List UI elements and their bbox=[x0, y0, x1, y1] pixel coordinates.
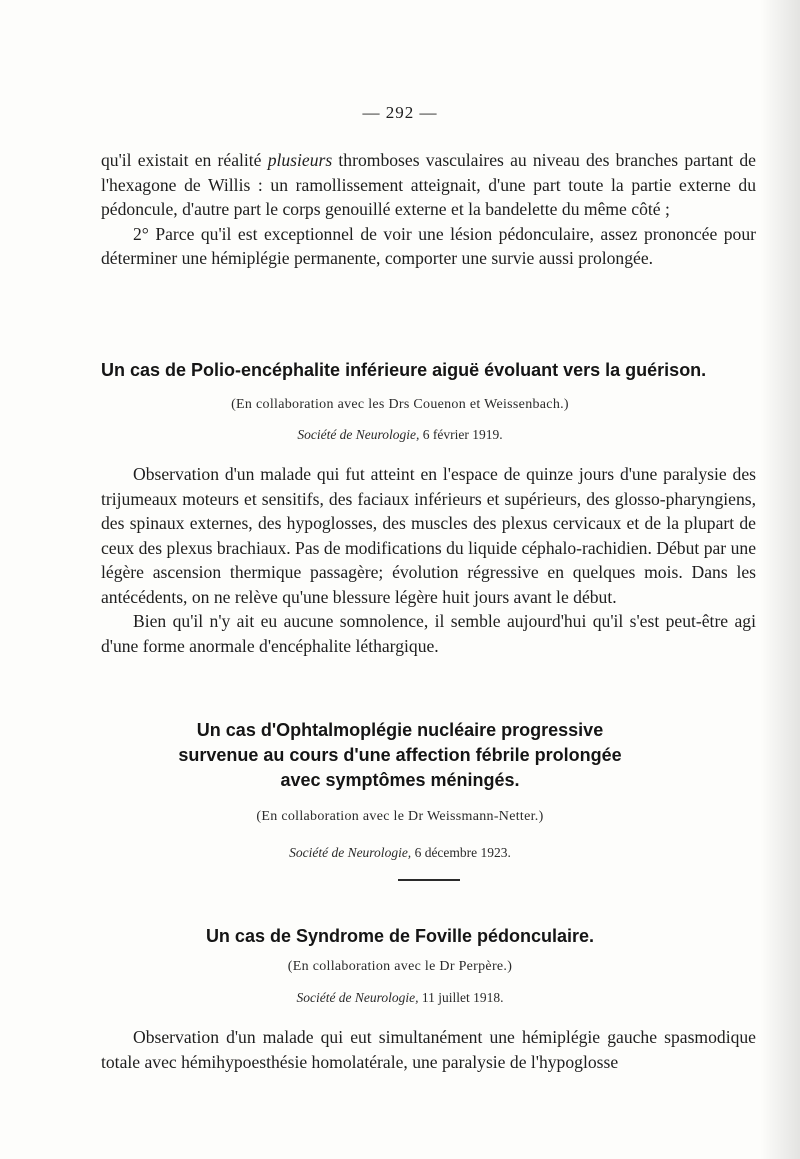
section-1-society-date: 6 février 1919. bbox=[419, 427, 503, 442]
intro-block bbox=[101, 148, 756, 271]
section-3-body bbox=[101, 1025, 756, 1074]
section-1-collaboration: (En collaboration avec les Drs Couenon et Weissenbach.) bbox=[231, 397, 569, 412]
intro-paragraph bbox=[101, 148, 756, 222]
section-2-society-name: Société de Neurologie, bbox=[289, 845, 412, 860]
section-2-society-date: 6 décembre 1923. bbox=[411, 845, 511, 860]
section-2-collaboration: (En collaboration avec le Dr Weissmann-Netter.) bbox=[256, 809, 544, 824]
section-1-society bbox=[0, 427, 800, 443]
section-3-society bbox=[0, 990, 800, 1006]
section-2-title-line-1: Un cas d'Ophtalmoplégie nucléaire progressive bbox=[196, 720, 604, 740]
intro-italic-word: plusieurs bbox=[267, 150, 333, 170]
page-edge-shadow bbox=[760, 0, 800, 1159]
section-3-society-date: 11 juillet 1918. bbox=[418, 990, 504, 1005]
section-1-paragraph-2: Bien qu'il n'y ait eu aucune somnolence, il semble aujourd'hui qu'il s'est peut-être agi d'une forme anormale d'encéphalite léthargique. bbox=[101, 611, 756, 656]
section-3-society-name: Société de Neurologie, bbox=[296, 990, 419, 1005]
section-2-title-line-3: avec symptômes méningés. bbox=[280, 770, 520, 790]
section-3-collaboration: (En collaboration avec le Dr Perpère.) bbox=[287, 959, 513, 974]
section-divider bbox=[398, 879, 460, 881]
section-1-body bbox=[101, 462, 756, 658]
section-3-title: Un cas de Syndrome de Foville pédonculaire. bbox=[205, 926, 595, 946]
section-1-title: Un cas de Polio-encéphalite inférieure aiguë évoluant vers la guérison. bbox=[101, 360, 707, 380]
section-3-paragraph-1: Observation d'un malade qui eut simultanément une hémiplégie gauche spasmodique totale avec hémihypoesthésie homolatérale, une paralysie de l'hypoglosse bbox=[101, 1027, 756, 1072]
section-1-paragraph-1: Observation d'un malade qui fut atteint en l'espace de quinze jours d'une paralysie des trijumeaux moteurs et sensitifs, des faciaux inférieurs et supérieurs, des glosso-pharyngiens, des spinaux externes, des hypoglosses, des muscles des plexus cervicaux et de la plupart de ceux des plexus brachiaux. Pas de modifications du liquide céphalo-rachidien. Début par une légère ascension thermique passagère; évolution régressive en quelques mois. Dans les antécédents, on ne relève qu'une blessure légère huit jours avant le début. bbox=[101, 464, 756, 607]
page-number: — 292 — bbox=[362, 103, 438, 122]
intro-point-2: 2° Parce qu'il est exceptionnel de voir une lésion pédonculaire, assez prononcée pour déterminer une hémiplégie permanente, comporter une survie aussi prolongée. bbox=[101, 223, 756, 268]
intro-text-start: qu'il existait en réalité bbox=[101, 150, 268, 170]
section-1-society-name: Société de Neurologie, bbox=[297, 427, 420, 442]
section-2-title-line-2: survenue au cours d'une affection fébrile prolongée bbox=[178, 745, 622, 765]
intro-text-end: thromboses vasculaires au niveau des branches partant de l'hexagone de Willis : un ramollissement atteignait, d'une part toute la partie externe du pédoncule, d'autre part le corps genouillé externe et la bandelette du même côté ; bbox=[101, 150, 756, 219]
section-2-society bbox=[0, 845, 800, 861]
